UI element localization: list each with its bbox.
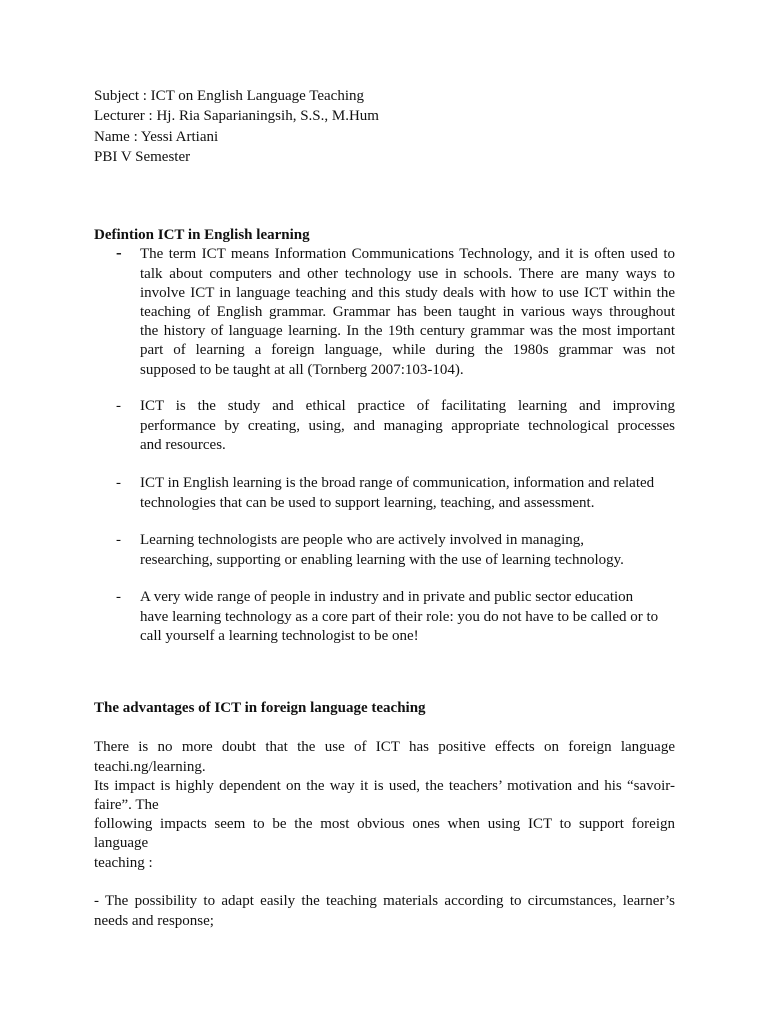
bullet-text-line: researching, supporting or enabling learning with the use of learning technology. xyxy=(140,551,624,568)
subject-line: Subject : ICT on English Language Teaching xyxy=(94,88,365,104)
bullet-text-line: Learning technologists are people who are actively involved in managing, xyxy=(140,532,585,549)
paragraph-line: teachi.ng/learning. xyxy=(94,758,206,775)
paragraph-line: teaching : xyxy=(94,854,153,871)
bullet-text xyxy=(140,588,675,646)
bullet-marker: - xyxy=(116,475,121,492)
bullet-text-line: ICT in English learning is the broad range of communication, information and related xyxy=(140,475,655,492)
bullet-text-line: part of learning a foreign language, while during the 1980s grammar was not xyxy=(140,342,675,359)
bullet-text-line: call yourself a learning technologist to be one! xyxy=(140,627,419,644)
section-heading: The advantages of ICT in foreign language teaching xyxy=(94,700,426,717)
bullet-text xyxy=(140,531,675,569)
bullet-text-line: supposed to be taught at all (Tornberg 2007:103-104). xyxy=(140,361,464,378)
bullet-text-line: have learning technology as a core part of their role: you do not have to be called or to xyxy=(140,608,659,625)
bullet-item xyxy=(94,245,675,379)
paragraph-line: needs and response; xyxy=(94,912,214,929)
bullet-text-line: teaching of English grammar. Grammar has been taught in various ways throughout xyxy=(140,303,675,320)
advantages-paragraph xyxy=(94,738,675,872)
impact-item xyxy=(94,892,675,930)
bullet-text-line: technologies that can be used to support learning, teaching, and assessment. xyxy=(140,494,595,511)
section-heading: Defintion ICT in English learning xyxy=(94,227,310,244)
bullet-text-line: the history of language learning. In the 19th century grammar was the most important xyxy=(140,323,675,340)
lecturer-line: Lecturer : Hj. Ria Saparianingsih, S.S., M.Hum xyxy=(94,108,379,125)
bullet-marker: - xyxy=(116,589,121,606)
bullet-marker: - xyxy=(116,532,121,549)
paragraph-line: Its impact is highly dependent on the way it is used, the teachers’ motivation and his “savoir- xyxy=(94,777,675,794)
bullet-marker: - xyxy=(116,243,122,263)
bullet-text-line: involve ICT in language teaching and this study deals with how to use ICT within the xyxy=(140,284,675,301)
section-heading-definition xyxy=(94,226,675,245)
bullet-text-line: talk about computers and other technology use in schools. There are many ways to xyxy=(140,265,675,282)
bullet-item xyxy=(94,531,675,569)
bullet-item xyxy=(94,588,675,646)
bullet-item xyxy=(94,397,675,455)
bullet-text-line: and resources. xyxy=(140,436,226,453)
bullet-text xyxy=(140,474,675,512)
bullet-text-line: performance by creating, using, and managing appropriate technological processes xyxy=(140,417,675,434)
bullet-text-line: ICT is the study and ethical practice of facilitating learning and improving xyxy=(140,398,675,415)
paragraph-line: - The possibility to adapt easily the teaching materials according to circumstances, learner’s xyxy=(94,893,675,910)
bullet-text xyxy=(140,245,675,379)
paragraph-line: language xyxy=(94,835,149,852)
document-header xyxy=(94,86,675,167)
bullet-text xyxy=(140,397,675,455)
paragraph-line: faire”. The xyxy=(94,796,159,813)
section-heading-advantages xyxy=(94,699,675,718)
bullet-item xyxy=(94,474,675,512)
paragraph-line: following impacts seem to be the most obvious ones when using ICT to support foreign xyxy=(94,816,675,833)
bullet-text-line: The term ICT means Information Communications Technology, and it is often used to xyxy=(140,246,675,263)
paragraph-line: There is no more doubt that the use of ICT has positive effects on foreign language xyxy=(94,739,675,756)
bullet-marker: - xyxy=(116,398,121,415)
name-line: Name : Yessi Artiani xyxy=(94,128,219,145)
bullet-text-line: A very wide range of people in industry and in private and public sector education xyxy=(140,589,634,606)
semester-line: PBI V Semester xyxy=(94,148,191,165)
